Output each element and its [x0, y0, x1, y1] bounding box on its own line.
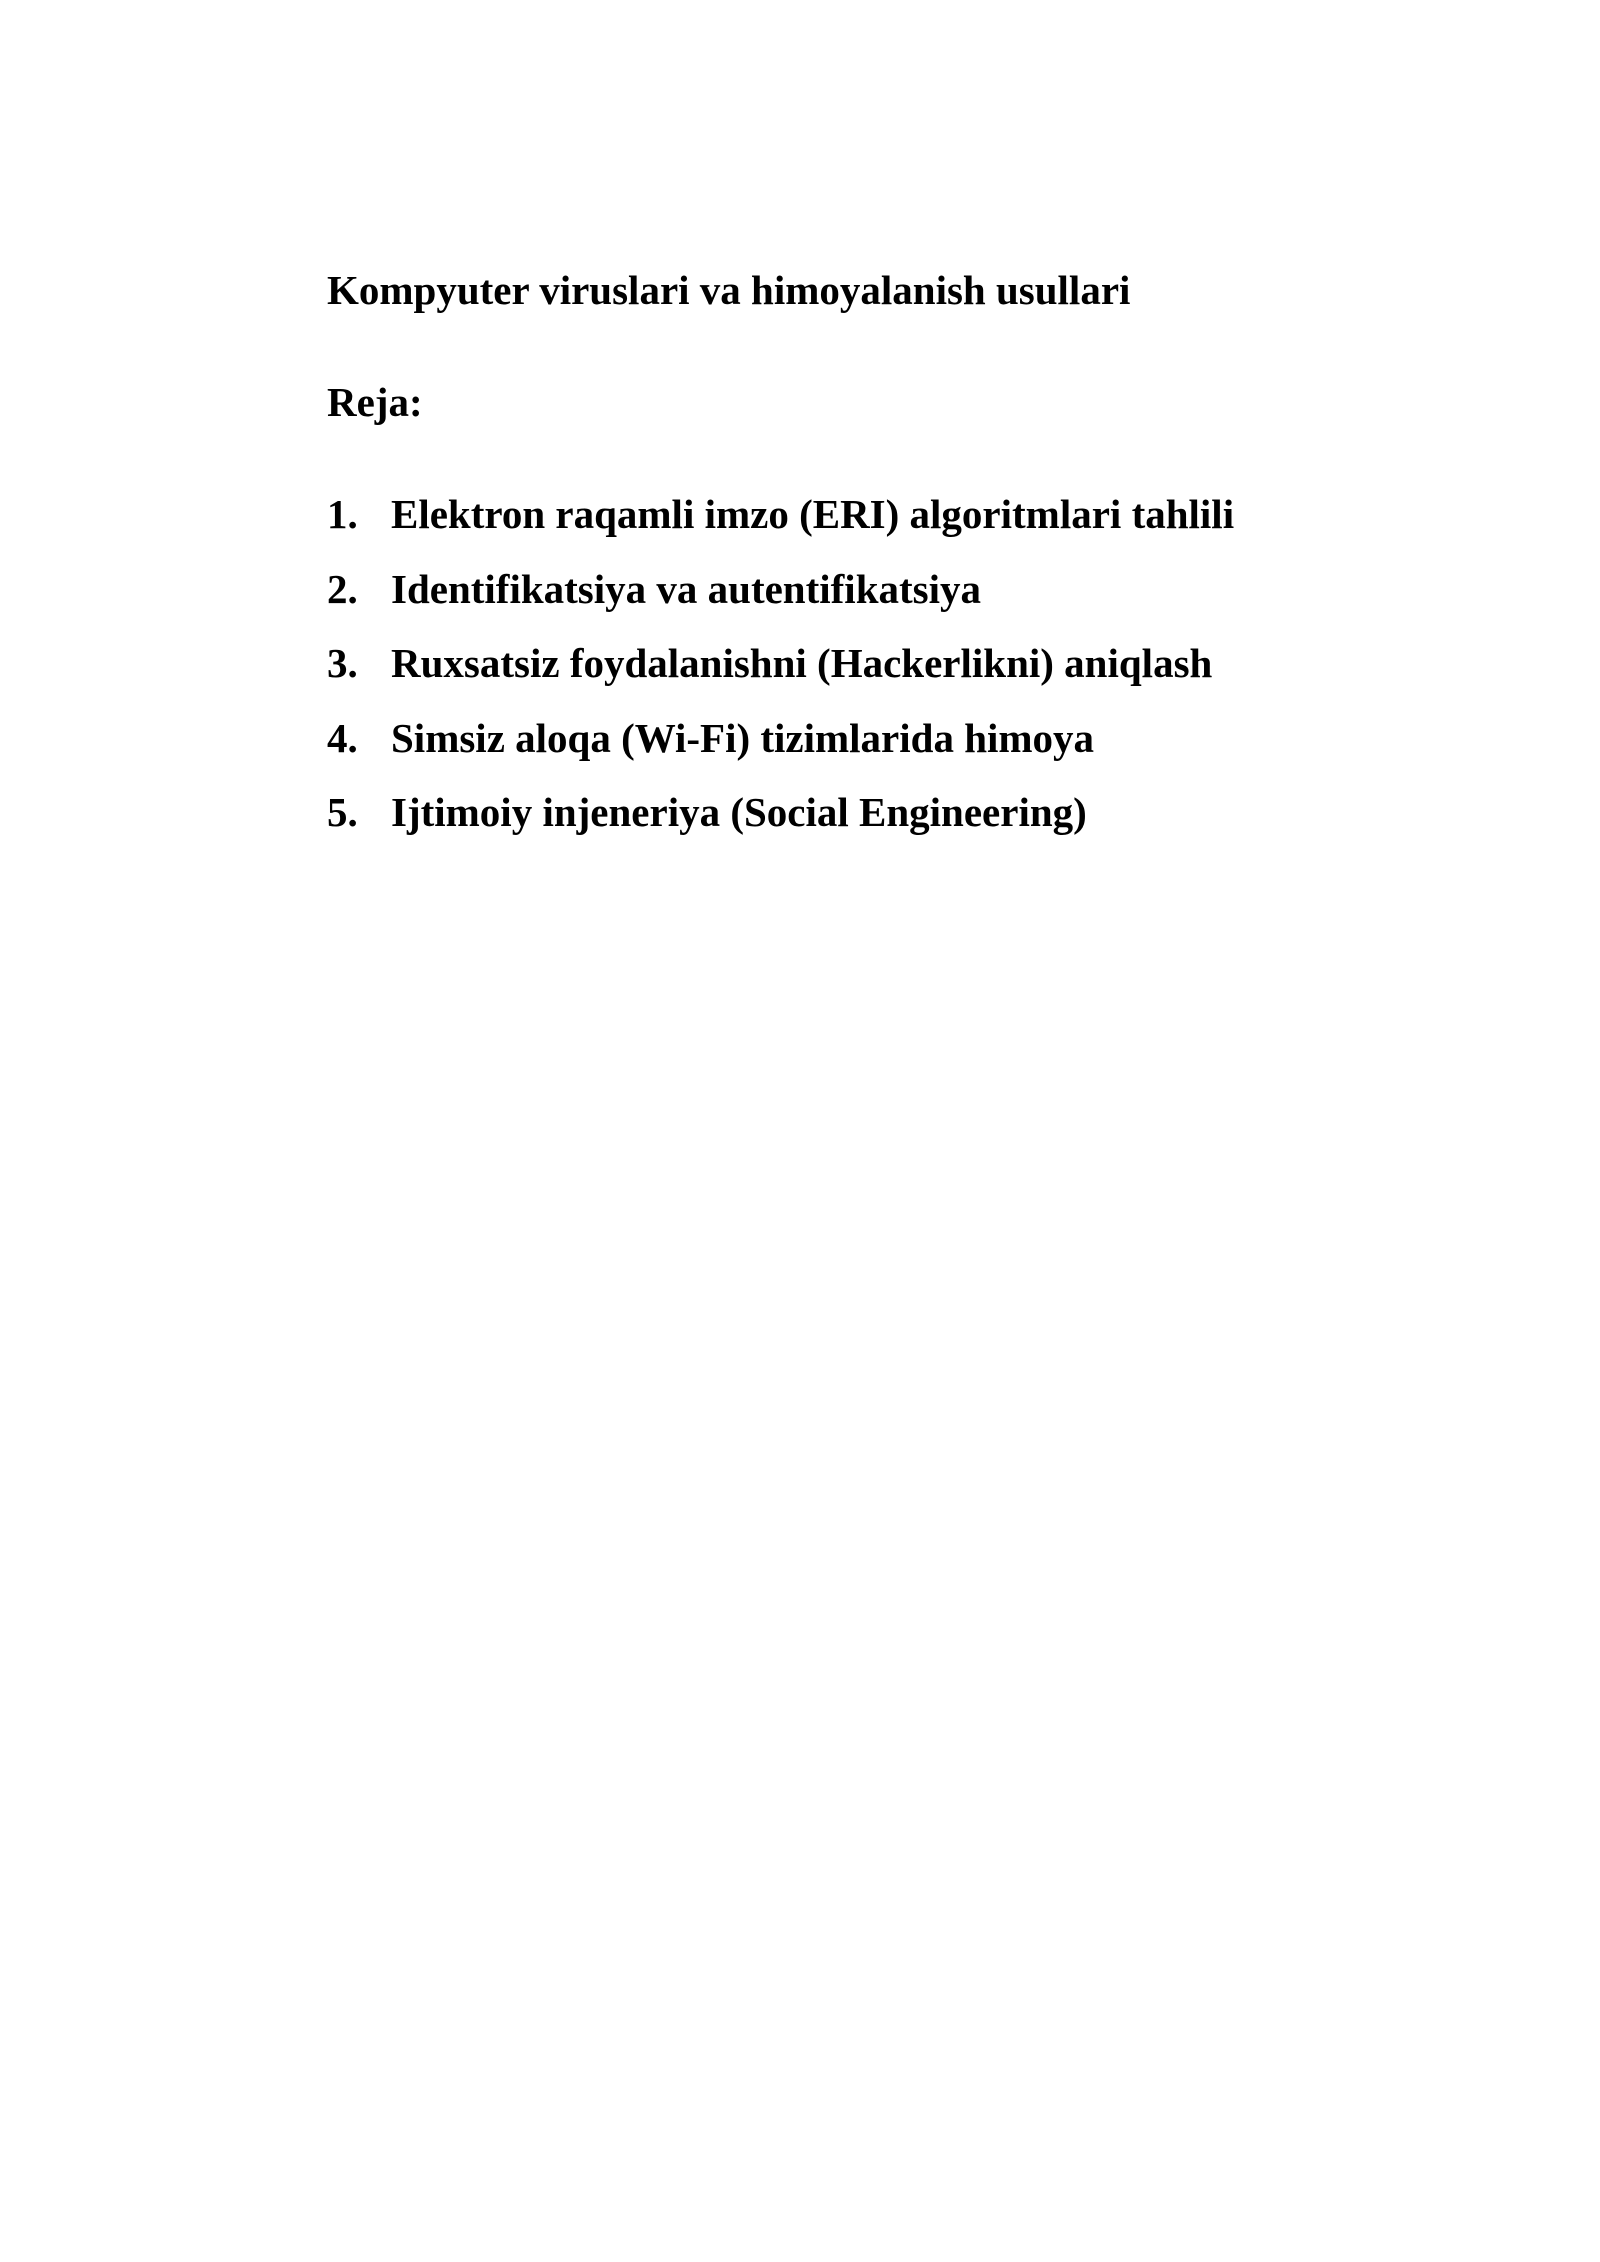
- plan-item-number: 4.: [327, 714, 358, 761]
- plan-item-text: Elektron raqamli imzo (ERI) algoritmlari tahlili: [391, 491, 1235, 537]
- plan-item-text: Simsiz aloqa (Wi-Fi) tizimlarida himoya: [391, 714, 1095, 761]
- plan-item-4: [327, 710, 1234, 785]
- plan-heading: Reja:: [327, 379, 423, 425]
- plan-item-text: Ijtimoiy injeneriya (Social Engineering): [391, 789, 1087, 835]
- plan-list: [327, 486, 1234, 859]
- plan-item-1: [327, 486, 1234, 561]
- plan-item-number: 1.: [327, 491, 358, 537]
- plan-item-3: [327, 635, 1234, 710]
- plan-item-text: Ruxsatsiz foydalanishni (Hackerlikni) aniqlash: [391, 640, 1213, 686]
- document-title: Kompyuter viruslari va himoyalanish usullari: [327, 267, 1131, 313]
- plan-item-number: 2.: [327, 565, 358, 612]
- plan-item-5: [327, 784, 1234, 859]
- plan-item-number: 5.: [327, 789, 358, 835]
- plan-item-2: [327, 561, 1234, 636]
- plan-item-number: 3.: [327, 640, 358, 686]
- plan-item-text: Identifikatsiya va autentifikatsiya: [391, 565, 981, 612]
